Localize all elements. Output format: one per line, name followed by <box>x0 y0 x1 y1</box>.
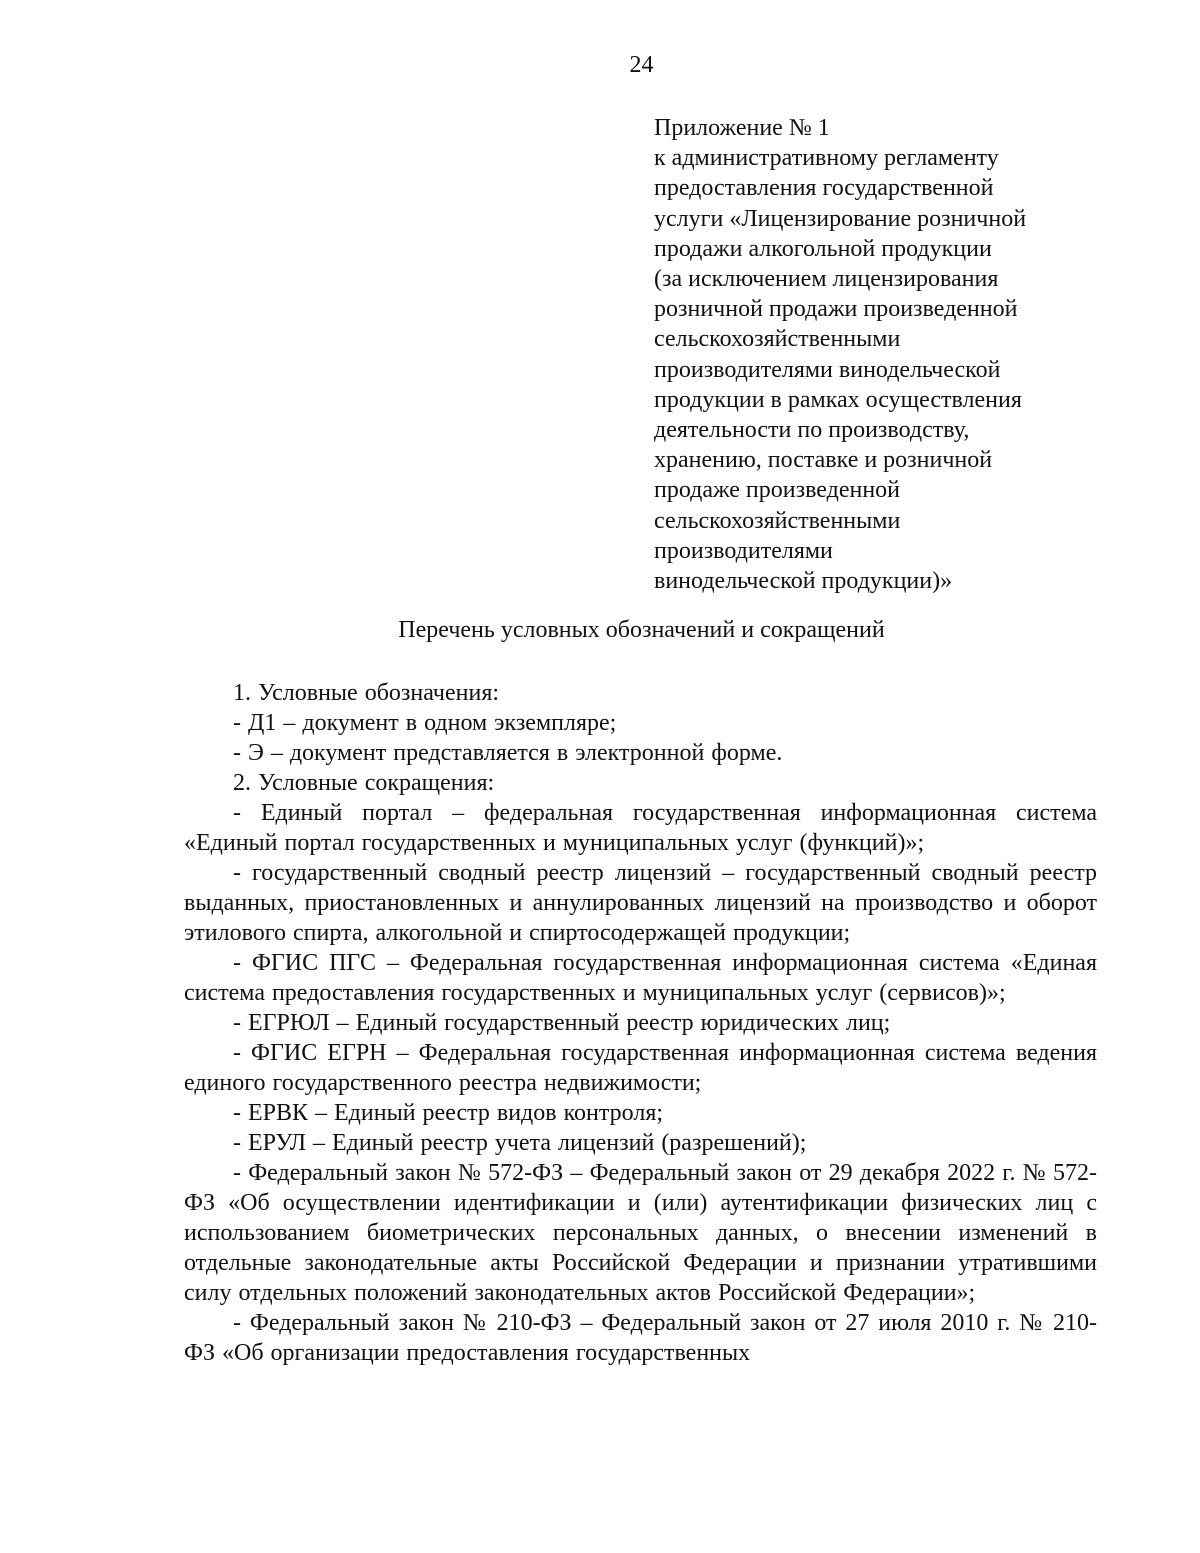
page-number: 24 <box>629 52 654 78</box>
paragraph: - ФГИС ЕГРН – Федеральная государственная информационная система ведения единого государственного реестра недвижимости; <box>184 1040 1097 1096</box>
appendix-line: хранению, поставке и розничной <box>654 447 993 474</box>
appendix-line: деятельности по производству, <box>654 417 970 444</box>
appendix-header <box>654 113 1124 596</box>
paragraph: - ЕГРЮЛ – Единый государственный реестр юридических лиц; <box>233 1010 891 1036</box>
section-title: Перечень условных обозначений и сокращений <box>398 617 885 643</box>
document-body <box>184 678 1097 1368</box>
paragraph: - Единый портал – федеральная государственная информационная система «Единый портал государственных и муниципальных услуг (функций)»; <box>184 800 1097 856</box>
appendix-line: продукции в рамках осуществления <box>654 386 1022 413</box>
appendix-line: предоставления государственной <box>654 175 994 202</box>
paragraph: - Федеральный закон № 572-ФЗ – Федеральный закон от 29 декабря 2022 г. № 572-ФЗ «Об осуществлении идентификации и (или) аутентификации физических лиц с использованием биометрических персональных данных, о внесении изменений в отдельные законодательные акты Российской Федерации и признании утратившими силу отдельных положений законодательных актов Российской Федерации»; <box>184 1160 1097 1306</box>
appendix-line: (за исключением лицензирования <box>654 266 999 293</box>
appendix-line: продаже произведенной <box>654 477 901 504</box>
paragraph: - Федеральный закон № 210-ФЗ – Федеральный закон от 27 июля 2010 г. № 210-ФЗ «Об организации предоставления государственных <box>184 1310 1097 1366</box>
appendix-line: продажи алкогольной продукции <box>654 235 992 262</box>
paragraph: - ЕРУЛ – Единый реестр учета лицензий (разрешений); <box>233 1130 807 1156</box>
paragraph: - государственный сводный реестр лицензий – государственный сводный реестр выданных, приостановленных и аннулированных лицензий на производство и оборот этилового спирта, алкогольной и спиртосодержащей продукции; <box>184 860 1097 946</box>
paragraph: - Д1 – документ в одном экземпляре; <box>233 710 617 736</box>
appendix-line: винодельческой продукции)» <box>654 568 953 595</box>
paragraph: - Э – документ представляется в электронной форме. <box>233 740 783 766</box>
appendix-line: розничной продажи произведенной <box>654 296 1018 323</box>
paragraph: 2. Условные сокращения: <box>233 770 495 796</box>
appendix-line: производителями <box>654 537 833 564</box>
appendix-line: сельскохозяйственными <box>654 326 901 353</box>
appendix-line: услуги «Лицензирование розничной <box>654 205 1027 232</box>
paragraph: - ФГИС ПГС – Федеральная государственная информационная система «Единая система предоставления государственных и муниципальных услуг (сервисов)»; <box>184 950 1097 1006</box>
appendix-line: сельскохозяйственными <box>654 507 901 534</box>
appendix-line: производителями винодельческой <box>654 356 1001 383</box>
appendix-line: к административному регламенту <box>654 145 999 172</box>
paragraph: - ЕРВК – Единый реестр видов контроля; <box>233 1100 664 1126</box>
appendix-line: Приложение № 1 <box>654 115 830 141</box>
paragraph: 1. Условные обозначения: <box>233 680 500 706</box>
